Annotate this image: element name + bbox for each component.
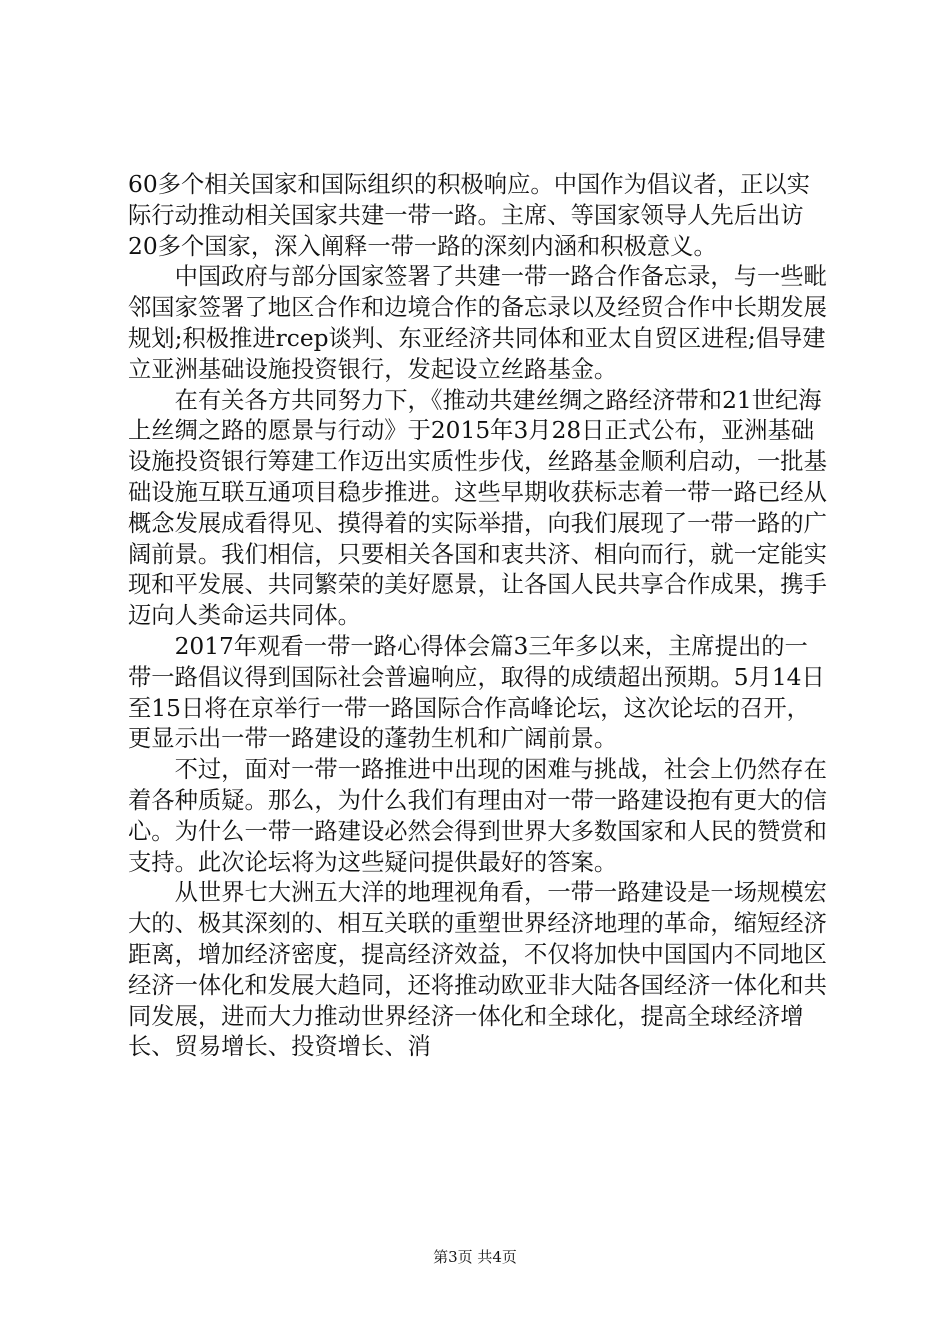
- body-text: [128, 170, 828, 1063]
- paragraph-2: 中国政府与部分国家签署了共建一带一路合作备忘录，与一些毗邻国家签署了地区合作和边境合作的备忘录以及经贸合作中长期发展规划;积极推进rcep谈判、东亚经济共同体和亚太自贸区进程;倡导建立亚洲基础设施投资银行，发起设立丝路基金。: [128, 263, 827, 383]
- paragraph-6: 从世界七大洲五大洋的地理视角看，一带一路建设是一场规模宏大的、极其深刻的、相互关联的重塑世界经济地理的革命，缩短经济距离，增加经济密度，提高经济效益，不仅将加快中国国内不同地区经济一体化和发展大趋同，还将推动欧亚非大陆各国经济一体化和共同发展，进而大力推动世界经济一体化和全球化，提高全球经济增长、贸易增长、投资增长、消: [128, 879, 827, 1061]
- paragraph-1: 60多个相关国家和国际组织的积极响应。中国作为倡议者，正以实际行动推动相关国家共建一带一路。主席、等国家领导人先后出访20多个国家，深入阐释一带一路的深刻内涵和积极意义。: [128, 171, 810, 260]
- paragraph-5: 不过，面对一带一路推进中出现的困难与挑战，社会上仍然存在着各种质疑。那么，为什么我们有理由对一带一路建设抱有更大的信心。为什么一带一路建设必然会得到世界大多数国家和人民的赞赏和支持。此次论坛将为这些疑问提供最好的答案。: [128, 756, 827, 876]
- page-footer: [0, 1247, 950, 1267]
- paragraph-4: 2017年观看一带一路心得体会篇3三年多以来，主席提出的一带一路倡议得到国际社会普遍响应，取得的成绩超出预期。5月14日至15日将在京举行一带一路国际合作高峰论坛，这次论坛的召开，更显示出一带一路建设的蓬勃生机和广阔前景。: [128, 632, 825, 753]
- page-number: 第3页 共4页: [433, 1248, 517, 1266]
- paragraph-3: 在有关各方共同努力下，《推动共建丝绸之路经济带和21世纪海上丝绸之路的愿景与行动》于2015年3月28日正式公布，亚洲基础设施投资银行筹建工作迈出实质性步伐，丝路基金顺利启动，一批基础设施互联互通项目稳步推进。这些早期收获标志着一带一路已经从概念发展成看得见、摸得着的实际举措，向我们展现了一带一路的广阔前景。我们相信，只要相关各国和衷共济、相向而行，就一定能实现和平发展、共同繁荣的美好愿景，让各国人民共享合作成果，携手迈向人类命运共同体。: [128, 386, 827, 630]
